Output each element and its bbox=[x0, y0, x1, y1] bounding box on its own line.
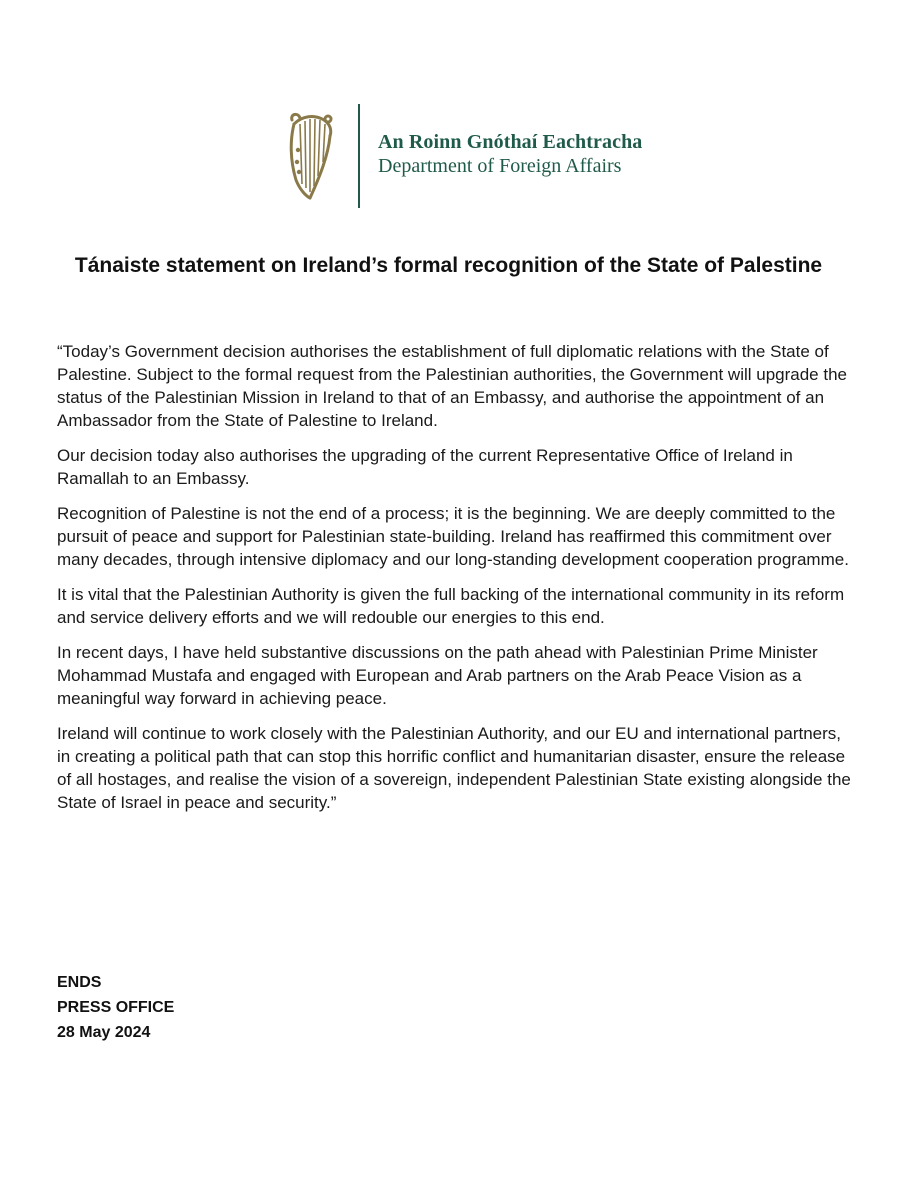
harp-icon bbox=[284, 110, 340, 202]
paragraph: Ireland will continue to work closely with the Palestinian Authority, and our EU and international partners, in creating a political path that can stop this horrific conflict and humanitarian disaster, ensure the release of all hostages, and realise the vision of a sovereign, independent Palestinian State existing alongside the State of Israel in peace and security.” bbox=[57, 724, 851, 812]
statement-date: 28 May 2024 bbox=[57, 1024, 151, 1041]
paragraph: Our decision today also authorises the upgrading of the current Representative Office of Ireland in Ramallah to an Embassy. bbox=[57, 446, 793, 488]
paragraph: “Today’s Government decision authorises the establishment of full diplomatic relations with the State of Palestine. Subject to the formal request from the Palestinian authorities, the Government will upgrade the status of the Palestinian Mission in Ireland to that of an Embassy, and authorise the appointment of an Ambassador from the State of Palestine to Ireland. bbox=[57, 342, 847, 430]
department-name-irish: An Roinn Gnóthaí Eachtracha bbox=[378, 131, 643, 153]
ends-marker: ENDS bbox=[57, 974, 102, 991]
letterhead bbox=[0, 0, 897, 230]
press-office-label: PRESS OFFICE bbox=[57, 999, 175, 1016]
paragraph: It is vital that the Palestinian Authority is given the full backing of the international community in its reform and service delivery efforts and we will redouble our energies to this end. bbox=[57, 585, 845, 627]
statement-body bbox=[57, 340, 857, 826]
letterhead-divider bbox=[358, 104, 360, 208]
paragraph: In recent days, I have held substantive discussions on the path ahead with Palestinian Prime Minister Mohammad Mustafa and engaged with European and Arab partners on the Arab Peace Vision as a meaningful way forward in achieving peace. bbox=[57, 643, 818, 708]
statement-footer bbox=[57, 970, 174, 1045]
statement-title: Tánaiste statement on Ireland’s formal recognition of the State of Palestine bbox=[74, 254, 823, 277]
department-name-english: Department of Foreign Affairs bbox=[378, 155, 622, 177]
paragraph: Recognition of Palestine is not the end of a process; it is the beginning. We are deeply committed to the pursuit of peace and support for Palestinian state-building. Ireland has reaffirmed this commitment over many decades, through intensive diplomacy and our long-standing development cooperation programme. bbox=[57, 504, 849, 569]
